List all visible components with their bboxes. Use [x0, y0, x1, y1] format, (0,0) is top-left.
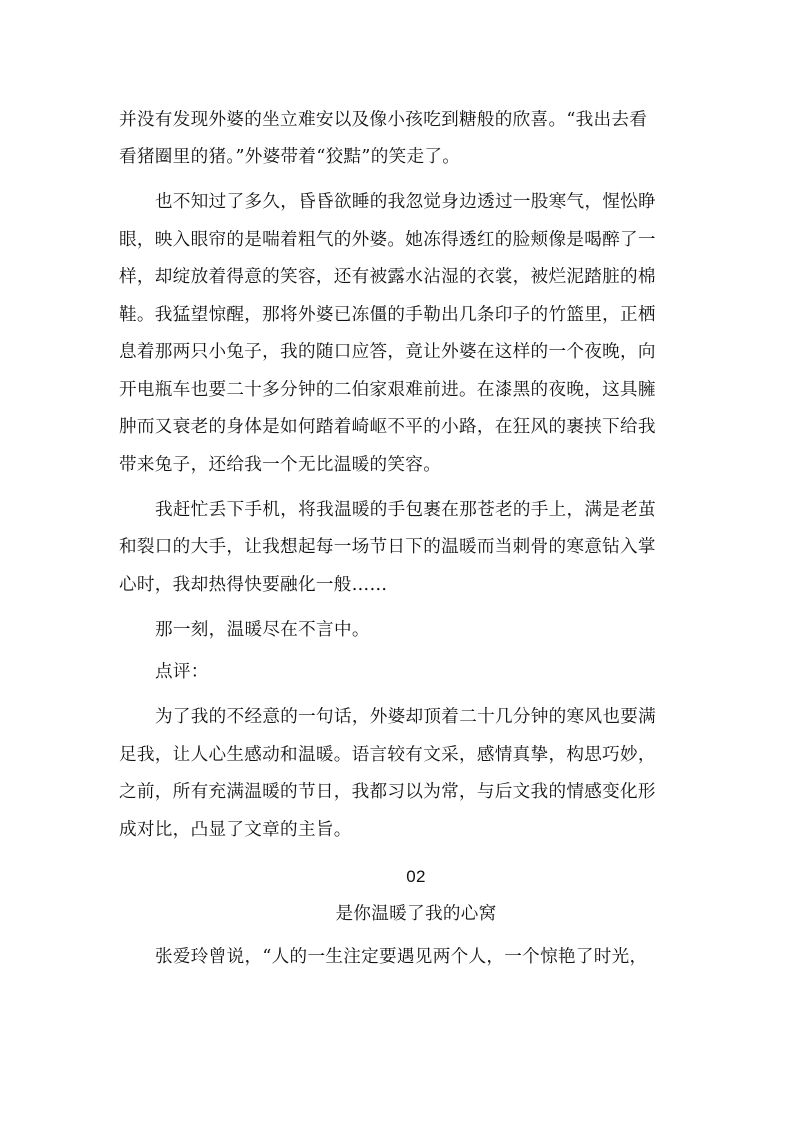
- text-line: 带来兔子，还给我一个无比温暖的笑容。: [119, 455, 442, 475]
- text-line: 眼，映入眼帘的是喘着粗气的外婆。她冻得透红的脸颊像是喝醉了一: [119, 230, 656, 250]
- section-number: 02: [406, 867, 426, 886]
- section-title: 是你温暖了我的心窝: [335, 904, 497, 924]
- text-line: 之前，所有充满温暖的节日，我都习以为常，与后文我的情感变化形: [119, 782, 656, 802]
- text-line: 我赶忙丢下手机，将我温暖的手包裹在那苍老的手上，满是老茧: [155, 500, 657, 520]
- text-line: 心时，我却热得快要融化一般……: [119, 575, 388, 595]
- text-line: 肿而又衰老的身体是如何踏着崎岖不平的小路，在狂风的裹挟下给我: [119, 417, 656, 437]
- text-line: 和裂口的大手，让我想起每一场节日下的温暖而当刺骨的寒意钻入掌: [119, 537, 656, 557]
- text-line: 张爱玲曾说，“人的一生注定要遇见两个人，一个惊艳了时光，: [155, 947, 648, 967]
- text-line: 开电瓶车也要二十多分钟的二伯家艰难前进。在漆黑的夜晚，这具臃: [119, 380, 656, 400]
- text-line: 也不知过了多久，昏昏欲睡的我忽觉身边透过一股寒气，惺忪睁: [155, 192, 657, 212]
- text-line: 看猪圈里的猪。”外婆带着“狡黠”的笑走了。: [119, 147, 461, 167]
- text-line: 为了我的不经意的一句话，外婆却顶着二十几分钟的寒风也要满: [155, 707, 657, 727]
- comment-label: 点评：: [155, 662, 209, 682]
- text-line: 并没有发现外婆的坐立难安以及像小孩吃到糖般的欣喜。“我出去看: [119, 110, 648, 130]
- text-line: 息着那两只小兔子，我的随口应答，竟让外婆在这样的一个夜晚，向: [119, 342, 656, 362]
- text-line: 样，却绽放着得意的笑容，还有被露水沾湿的衣裳，被烂泥踏脏的棉: [119, 267, 656, 287]
- text-line: 那一刻，温暖尽在不言中。: [155, 620, 370, 640]
- text-line: 足我，让人心生感动和温暖。语言较有文采，感情真挚，构思巧妙，: [119, 745, 656, 765]
- text-line: 鞋。我猛望惊醒，那将外婆已冻僵的手勒出几条印子的竹篮里，正栖: [119, 305, 656, 325]
- text-line: 成对比，凸显了文章的主旨。: [119, 820, 352, 840]
